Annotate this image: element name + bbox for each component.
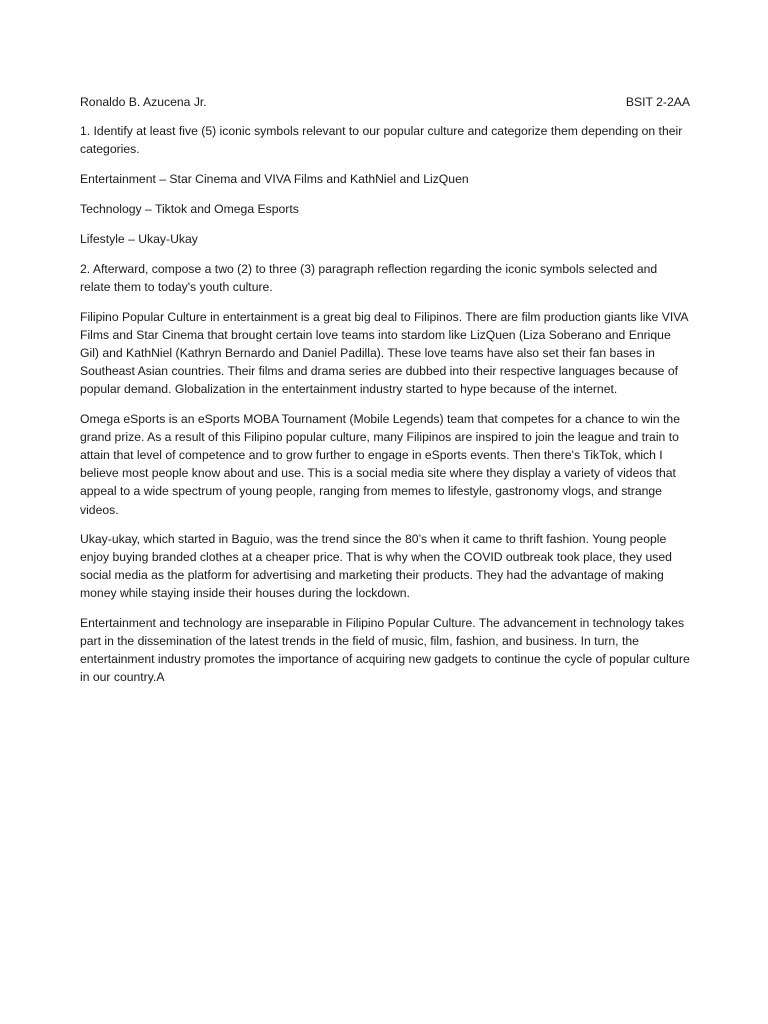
- class-section: BSIT 2-2AA: [625, 95, 690, 109]
- reflection-paragraph-1: Filipino Popular Culture in entertainment is a great big deal to Filipinos. There are film production giants like VIVA Films and Star Cinema that brought certain love teams into stardom like LizQuen (Liza Soberano and Enrique Gil) and KathNiel (Kathryn Bernardo and Daniel Padilla). These love teams have also set their fan bases in Southeast Asian countries. Their films and drama series are dubbed into their respective languages because of popular demand. Globalization in the entertainment industry started to hype because of the internet.: [80, 309, 688, 397]
- reflection-paragraph-3: Ukay-ukay, which started in Baguio, was the trend since the 80’s when it came to thrift fashion. Young people enjoy buying branded clothes at a cheaper price. That is why when the COVID outbreak took place, they used social media as the platform for advertising and marketing their products. They had the advantage of making money while staying inside their houses during the lockdown.: [80, 531, 672, 601]
- reflection-paragraph-2: Omega eSports is an eSports MOBA Tournament (Mobile Legends) team that competes for a chance to win the grand prize. As a result of this Filipino popular culture, many Filipinos are inspired to join the league and train to attain that level of competence and to grow further to engage in eSports events. Then there's TikTok, which I believe most people know about and use. This is a social media site where they display a variety of videos that appeal to a wide spectrum of young people, ranging from memes to lifestyle, gastronomy vlogs, and strange videos.: [80, 411, 680, 517]
- author-name: Ronaldo B. Azucena Jr.: [80, 95, 207, 109]
- category-entertainment: Entertainment – Star Cinema and VIVA Films and KathNiel and LizQuen: [80, 171, 469, 186]
- reflection-paragraph-4: Entertainment and technology are inseparable in Filipino Popular Culture. The advancement in technology takes part in the dissemination of the latest trends in the field of music, film, fashion, and business. In turn, the entertainment industry promotes the importance of acquiring new gadgets to continue the cycle of popular culture in our country.A: [80, 615, 690, 685]
- question-2: 2. Afterward, compose a two (2) to three (3) paragraph reflection regarding the iconic symbols selected and relate them to today's youth culture.: [80, 262, 658, 295]
- category-lifestyle: Lifestyle – Ukay-Ukay: [80, 232, 198, 247]
- question-1: 1. Identify at least five (5) iconic symbols relevant to our popular culture and categorize them depending on their categories.: [80, 124, 683, 157]
- header-row: [80, 93, 690, 111]
- category-technology: Technology – Tiktok and Omega Esports: [80, 201, 299, 216]
- document-body: [80, 93, 690, 697]
